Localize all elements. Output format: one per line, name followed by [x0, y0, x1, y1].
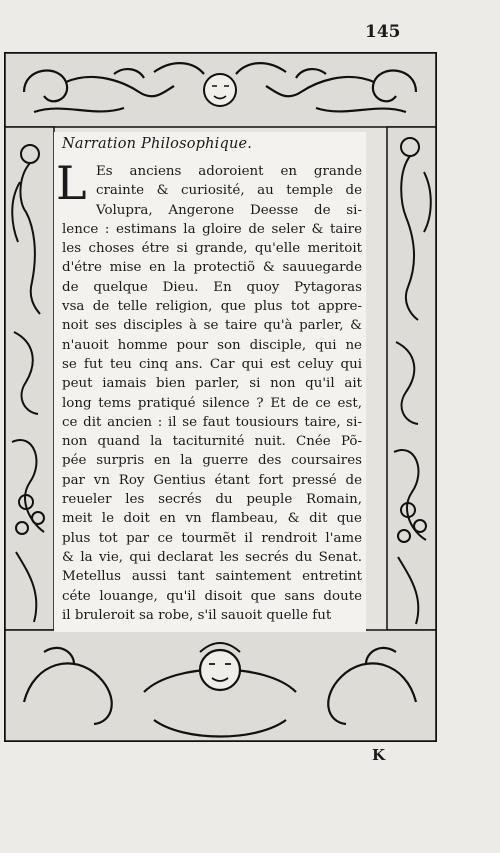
text-line: ce dit ancien : il se faut tousiours taire, si-: [62, 414, 362, 430]
signature-mark: K: [372, 746, 386, 764]
text-line: il bruleroit sa robe, s'il sauoit quelle fut: [62, 607, 332, 623]
section-heading: Narration Philosophique.: [62, 136, 253, 152]
text-line: Metellus aussi tant saintement entretint: [62, 569, 362, 585]
text-line: n'auoit homme pour son disciple, qui ne: [62, 337, 362, 353]
text-line: pée surpris en la guerre des coursaires: [62, 453, 362, 469]
text-line: & la vie, qui declarat les secrés du Senat.: [62, 549, 362, 565]
text-line: par vn Roy Gentius étant fort pressé de: [62, 472, 362, 488]
text-line: noit ses disciples à se taire qu'à parler, &: [62, 318, 362, 334]
text-line: crainte & curiosité, au temple de: [96, 183, 362, 199]
text-line: céte louange, qu'il disoit que sans doute: [62, 588, 362, 604]
text-line: meit le doit en vn flambeau, & dit que: [62, 511, 362, 527]
body-text: [62, 162, 362, 625]
text-line: non quand la taciturnité nuit. Cnée Põ-: [62, 434, 362, 450]
text-line: se fut teu cinq ans. Car qui est celuy qui: [62, 356, 362, 372]
text-line: de quelque Dieu. En quoy Pytagoras: [62, 279, 362, 295]
text-line: d'étre mise en la protectiõ & sauuegarde: [62, 260, 362, 276]
page-number: 145: [365, 22, 401, 42]
text-line: plus tot par ce tourmẽt il rendroit l'ame: [62, 530, 362, 546]
text-line: les choses étre si grande, qu'elle meritoit: [62, 241, 362, 257]
text-line: Es anciens adoroient en grande: [96, 164, 362, 179]
text-line: vsa de telle religion, que plus tot appre-: [62, 299, 362, 315]
text-line: reueler les secrés du peuple Romain,: [62, 492, 362, 508]
text-line: lence : estimans la gloire de seler & taire: [62, 221, 362, 237]
text-line: long tems pratiqué silence ? Et de ce est,: [62, 395, 362, 411]
text-line: peut iamais bien parler, si non qu'il ait: [62, 376, 362, 392]
text-panel: [54, 132, 366, 632]
text-line: Volupra, Angerone Deesse de si-: [96, 202, 362, 218]
drop-cap: L: [56, 156, 87, 210]
